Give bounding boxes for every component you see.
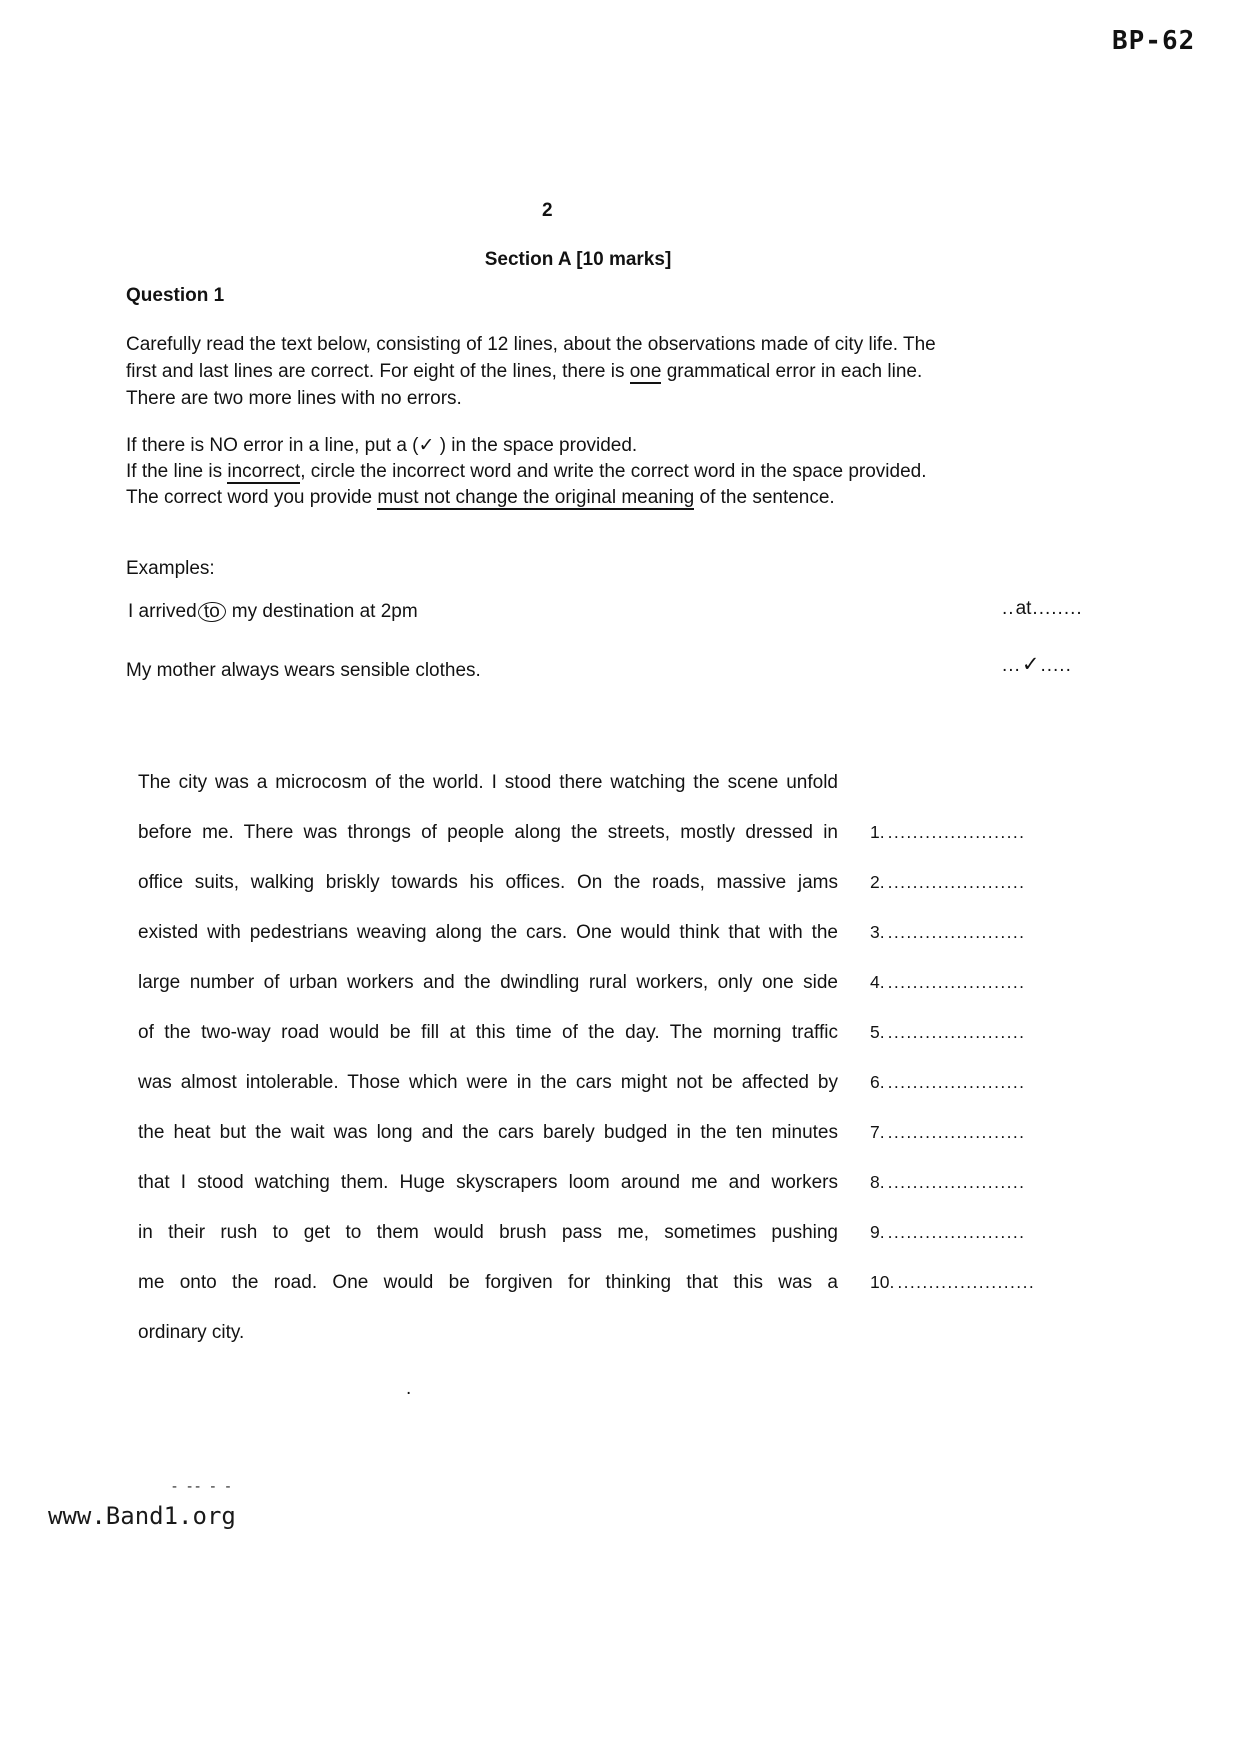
examples-label: Examples: (126, 558, 215, 579)
dots-segment: ... (1002, 655, 1021, 676)
underlined-word-incorrect: incorrect (227, 461, 301, 482)
passage-text: existed with pedestrians weaving along the cars. One would think that with the (138, 922, 838, 943)
instructions-line-4 (126, 433, 926, 459)
text-segment: , circle the incorrect word and write the correct word in the space provided. (300, 461, 927, 482)
example-answer-word: at (1015, 598, 1032, 619)
answer-blank-10[interactable]: ...................... (897, 1272, 1036, 1292)
answer-number: 8. (870, 1172, 885, 1192)
passage-text: me onto the road. One would be forgiven for thinking that this was a (138, 1272, 838, 1293)
tick-mark: ✓ (1021, 653, 1040, 676)
instructions-line-6 (126, 485, 926, 511)
answer-space-4 (870, 972, 1040, 993)
text-segment: I arrived (128, 601, 197, 622)
scan-artifact-dashes: - -- - - (172, 1478, 234, 1495)
doc-code: BP-62 (1112, 26, 1196, 56)
answer-number: 9. (870, 1222, 885, 1242)
circled-word: to (197, 601, 226, 622)
passage-line-3 (138, 872, 1040, 922)
instructions-line-3 (126, 385, 936, 412)
text-segment: grammatical error in each line. (661, 361, 923, 382)
answer-blank-1[interactable]: ...................... (887, 822, 1026, 842)
passage-line-8 (138, 1122, 1040, 1172)
answer-blank-7[interactable]: ...................... (887, 1122, 1026, 1142)
text-segment: If there is NO error in a line, put a (✓ ) in the space provided. (126, 435, 638, 456)
text-segment: There are two more lines with no errors. (126, 388, 462, 409)
scan-artifact-dot: . (406, 1378, 412, 1399)
passage-text: was almost intolerable. Those which were in the cars might not be affected by (138, 1072, 838, 1093)
answer-space-6 (870, 1072, 1040, 1093)
answer-number: 7. (870, 1122, 885, 1142)
passage-line-1 (138, 772, 1040, 822)
answer-blank-9[interactable]: ...................... (887, 1222, 1026, 1242)
passage-text: The city was a microcosm of the world. I stood there watching the scene unfold (138, 772, 838, 793)
passage-line-4 (138, 922, 1040, 972)
answer-number: 1. (870, 822, 885, 842)
answer-space-8 (870, 1172, 1040, 1193)
passage-text: large number of urban workers and the dwindling rural workers, only one side (138, 972, 838, 993)
answer-blank-6[interactable]: ...................... (887, 1072, 1026, 1092)
answer-space-5 (870, 1022, 1040, 1043)
answer-blank-2[interactable]: ...................... (887, 872, 1026, 892)
section-title: Section A [10 marks] (484, 249, 672, 270)
answer-blank-5[interactable]: ...................... (887, 1022, 1026, 1042)
passage-line-9 (138, 1172, 1040, 1222)
answer-number: 5. (870, 1022, 885, 1042)
passage-text: before me. There was throngs of people along the streets, mostly dressed in (138, 822, 838, 843)
passage-line-10 (138, 1222, 1040, 1272)
passage-text: of the two-way road would be fill at this time of the day. The morning traffic (138, 1022, 838, 1043)
passage-line-12 (138, 1322, 1040, 1372)
answer-blank-8[interactable]: ...................... (887, 1172, 1026, 1192)
passage (138, 772, 1040, 1372)
instructions-paragraph-2 (126, 433, 926, 511)
answer-number: 4. (870, 972, 885, 992)
passage-text: office suits, walking briskly towards his offices. On the roads, massive jams (138, 872, 838, 893)
text-segment: If the line is (126, 461, 228, 482)
text-segment: of the sentence. (694, 487, 835, 508)
answer-number: 10. (870, 1272, 895, 1292)
answer-space-11 (870, 1322, 1040, 1343)
page-number: 2 (542, 200, 553, 221)
text-segment: first and last lines are correct. For eight of the lines, there is (126, 361, 630, 382)
passage-text: that I stood watching them. Huge skyscrapers loom around me and workers (138, 1172, 838, 1193)
text-segment: my destination at 2pm (226, 601, 418, 622)
passage-line-7 (138, 1072, 1040, 1122)
example-answer-2 (1002, 652, 1072, 677)
answer-space-7 (870, 1122, 1040, 1143)
instructions-line-1 (126, 331, 936, 358)
text-segment: Carefully read the text below, consisting of 12 lines, about the observations made of city life. The (126, 334, 936, 355)
text-segment: My mother always wears sensible clothes. (126, 660, 481, 681)
answer-space-2 (870, 872, 1040, 893)
dots-segment: .. (1002, 598, 1015, 619)
dots-segment: ..... (1040, 655, 1072, 676)
dots-segment: ........ (1032, 598, 1083, 619)
passage-line-5 (138, 972, 1040, 1022)
answer-number: 2. (870, 872, 885, 892)
passage-line-6 (138, 1022, 1040, 1072)
passage-text: in their rush to get to them would brush pass me, sometimes pushing (138, 1222, 838, 1243)
answer-number: 6. (870, 1072, 885, 1092)
underlined-word-one: one (629, 361, 662, 382)
answer-space-10 (870, 1272, 1040, 1293)
passage-text: ordinary city. (138, 1322, 245, 1343)
instructions-line-2 (126, 358, 936, 385)
passage-line-11 (138, 1272, 1040, 1322)
answer-blank-3[interactable]: ...................... (887, 922, 1026, 942)
answer-space-0 (870, 772, 1040, 793)
answer-space-3 (870, 922, 1040, 943)
text-segment: The correct word you provide (126, 487, 378, 508)
instructions-line-5 (126, 459, 926, 485)
question-title: Question 1 (126, 285, 225, 306)
example-sentence-2 (126, 660, 481, 682)
example-answer-1 (1002, 598, 1083, 620)
underlined-phrase: must not change the original meaning (377, 487, 695, 508)
answer-space-1 (870, 822, 1040, 843)
answer-space-9 (870, 1222, 1040, 1243)
passage-line-2 (138, 822, 1040, 872)
answer-number: 3. (870, 922, 885, 942)
instructions-paragraph-1 (126, 331, 936, 412)
passage-text: the heat but the wait was long and the cars barely budged in the ten minutes (138, 1122, 838, 1143)
answer-blank-4[interactable]: ...................... (887, 972, 1026, 992)
watermark-url: www.Band1.org (48, 1502, 236, 1530)
example-sentence-1 (128, 601, 418, 623)
